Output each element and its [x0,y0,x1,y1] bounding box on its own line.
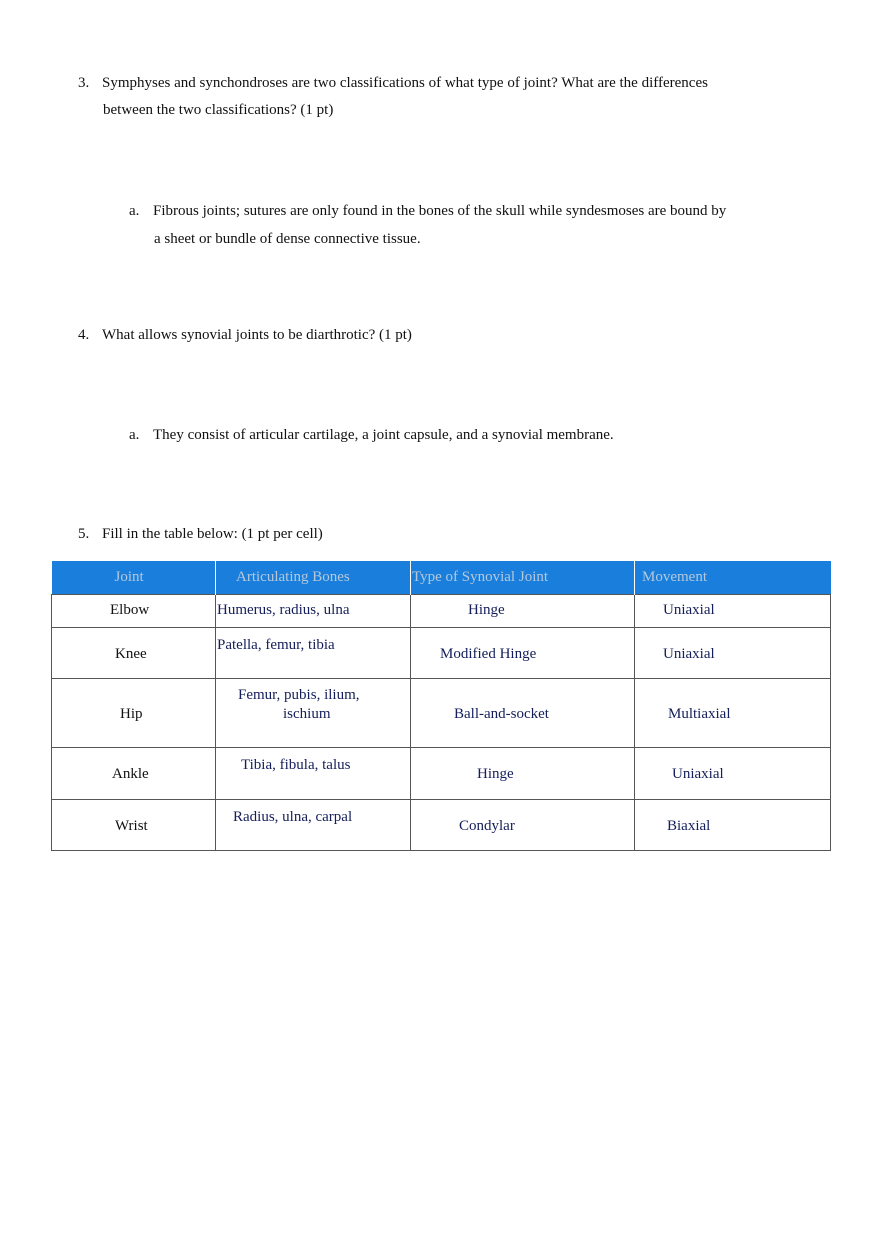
table-row [52,679,831,748]
cell-type: Hinge [411,595,635,628]
table-row [52,800,831,851]
cell-joint: Wrist [52,800,216,851]
answer-4a [129,421,614,449]
question-number: 5. [78,526,90,542]
question-text: Fill in the table below: (1 pt per cell) [102,526,323,542]
question-text: Symphyses and synchondroses are two classifications of what type of joint? What are the differences [102,75,708,91]
table-row [52,628,831,679]
cell-bones: Radius, ulna, carpal [216,800,411,851]
table-row [52,595,831,628]
cell-joint: Knee [52,628,216,679]
cell-type: Hinge [411,748,635,800]
answer-letter: a. [129,427,140,443]
question-5 [78,521,323,548]
cell-movement: Uniaxial [635,748,831,800]
question-3 [78,70,768,124]
joints-table [51,561,831,851]
cell-bones: Patella, femur, tibia [216,628,411,679]
question-number: 3. [78,75,90,91]
cell-type: Ball-and-socket [411,679,635,748]
answer-text: They consist of articular cartilage, a joint capsule, and a synovial membrane. [153,427,614,443]
answer-letter: a. [129,203,140,219]
cell-joint: Elbow [52,595,216,628]
cell-type: Modified Hinge [411,628,635,679]
cell-joint: Ankle [52,748,216,800]
table-header-row [52,561,831,595]
cell-bones: Femur, pubis, ilium, ischium [216,679,411,748]
cell-joint: Hip [52,679,216,748]
cell-bones: Humerus, radius, ulna [216,595,411,628]
question-4 [78,322,412,349]
cell-bones: Tibia, fibula, talus [216,748,411,800]
table-row [52,748,831,800]
cell-movement: Multiaxial [635,679,831,748]
cell-type: Condylar [411,800,635,851]
cell-movement: Biaxial [635,800,831,851]
header-joint: Joint [52,561,216,595]
header-articulating-bones: Articulating Bones [216,561,411,595]
question-text-continued: between the two classifications? (1 pt) [103,102,334,118]
question-number: 4. [78,327,90,343]
question-text: What allows synovial joints to be diarthrotic? (1 pt) [102,327,412,343]
answer-text-continued: a sheet or bundle of dense connective tissue. [154,231,421,247]
answer-3a [129,197,779,253]
cell-movement: Uniaxial [635,628,831,679]
header-synovial-type: Type of Synovial Joint [411,561,635,595]
header-movement: Movement [635,561,831,595]
cell-movement: Uniaxial [635,595,831,628]
answer-text: Fibrous joints; sutures are only found in the bones of the skull while syndesmoses are bound by [153,203,727,219]
